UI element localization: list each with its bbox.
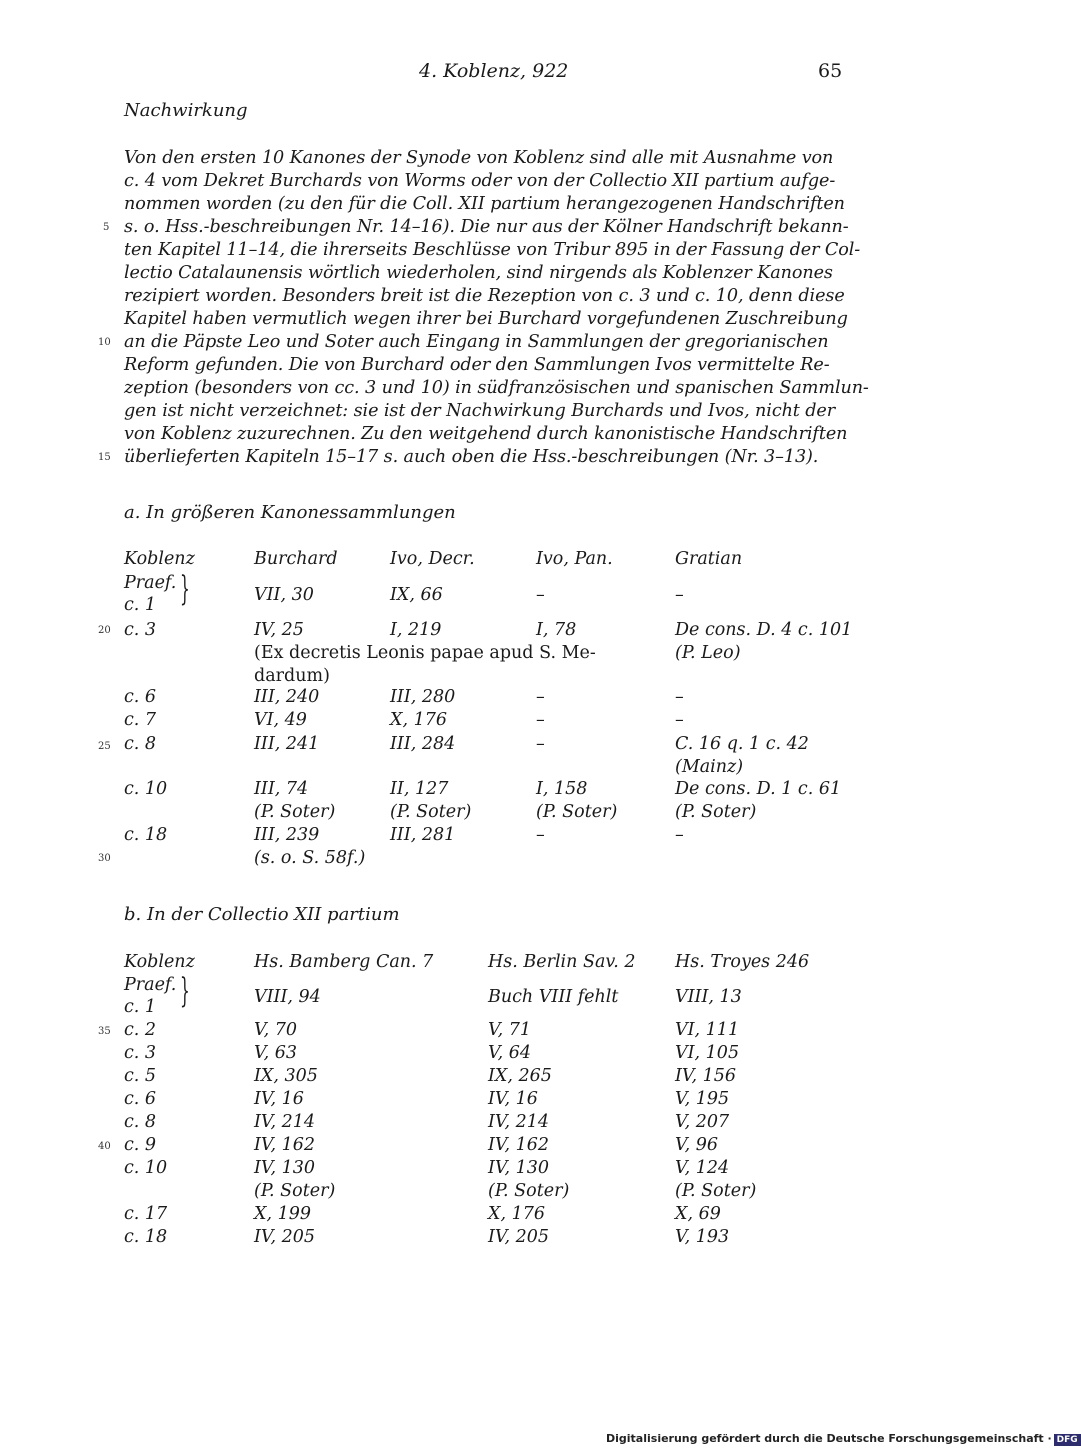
table-cell-note: (P. Soter) <box>390 802 472 822</box>
table-cell: IV, 16 <box>488 1089 538 1109</box>
table-cell: c. 1 <box>124 595 157 615</box>
table-cell: III, 239 <box>254 825 320 845</box>
table-cell: IV, 130 <box>254 1158 316 1178</box>
table-cell: c. 1 <box>124 997 157 1017</box>
table-cell-note: (P. Leo) <box>675 643 741 663</box>
table-cell: IV, 130 <box>488 1158 550 1178</box>
body-line: überlieferten Kapiteln 15–17 s. auch oben die Hss.-beschreibungen (Nr. 3–13). <box>124 447 819 467</box>
table-cell: IX, 66 <box>390 585 443 605</box>
line-number: 25 <box>98 741 111 752</box>
table-cell: V, 207 <box>675 1112 730 1132</box>
table-cell: X, 199 <box>254 1204 311 1224</box>
table-cell: c. 18 <box>124 825 168 845</box>
column-header: Hs. Troyes 246 <box>675 952 810 972</box>
table-cell: c. 3 <box>124 1043 157 1063</box>
table-cell: c. 3 <box>124 620 157 640</box>
table-cell: Praef. <box>124 975 177 995</box>
table-cell: VII, 30 <box>254 585 314 605</box>
table-cell: I, 219 <box>390 620 442 640</box>
line-number: 30 <box>98 853 111 864</box>
table-cell: IV, 156 <box>675 1066 737 1086</box>
table-cell: IV, 16 <box>254 1089 304 1109</box>
table-cell: – <box>536 734 545 754</box>
table-cell: VI, 111 <box>675 1020 740 1040</box>
table-cell: IV, 205 <box>488 1227 550 1247</box>
column-header: Gratian <box>675 549 743 569</box>
table-cell: VI, 49 <box>254 710 307 730</box>
body-line: an die Päpste Leo und Soter auch Eingang in Sammlungen der gregorianischen <box>124 332 829 352</box>
table-cell: c. 8 <box>124 1112 157 1132</box>
table-cell-note: (s. o. S. 58f.) <box>254 848 366 868</box>
table-cell: IX, 305 <box>254 1066 318 1086</box>
table-cell: c. 18 <box>124 1227 168 1247</box>
table-cell: IV, 162 <box>488 1135 550 1155</box>
table-cell: V, 70 <box>254 1020 297 1040</box>
table-cell: IV, 25 <box>254 620 304 640</box>
table-b-title: b. In der Collectio XII partium <box>124 904 400 925</box>
table-cell: V, 195 <box>675 1089 730 1109</box>
column-header: Ivo, Pan. <box>536 549 613 569</box>
table-cell: III, 281 <box>390 825 456 845</box>
brace-icon: } <box>180 971 190 1011</box>
table-cell: c. 6 <box>124 687 157 707</box>
table-cell: c. 17 <box>124 1204 168 1224</box>
table-cell: c. 6 <box>124 1089 157 1109</box>
table-cell: V, 63 <box>254 1043 297 1063</box>
dfg-logo-icon: DFG <box>1054 1434 1081 1446</box>
table-cell: – <box>536 585 545 605</box>
column-header: Hs. Berlin Sav. 2 <box>488 952 636 972</box>
table-cell: Praef. <box>124 573 177 593</box>
table-cell: V, 64 <box>488 1043 531 1063</box>
table-cell: Buch VIII fehlt <box>488 987 619 1007</box>
line-number: 10 <box>98 337 111 348</box>
body-line: rezipiert worden. Besonders breit ist die Rezeption von c. 3 und c. 10, denn diese <box>124 286 845 306</box>
body-line: c. 4 vom Dekret Burchards von Worms oder von der Collectio XII partium aufge- <box>124 171 836 191</box>
line-number: 15 <box>98 452 111 463</box>
table-cell: I, 78 <box>536 620 577 640</box>
body-line: ten Kapitel 11–14, die ihrerseits Beschlüsse von Tribur 895 in der Fassung der Col- <box>124 240 861 260</box>
table-cell-note: (P. Soter) <box>488 1181 570 1201</box>
table-cell: c. 2 <box>124 1020 157 1040</box>
column-header: Hs. Bamberg Can. 7 <box>254 952 434 972</box>
body-line: lectio Catalaunensis wörtlich wiederholen, sind nirgends als Koblenzer Kanones <box>124 263 833 283</box>
table-cell: c. 9 <box>124 1135 157 1155</box>
line-number: 40 <box>98 1141 111 1152</box>
table-cell: De cons. D. 4 c. 101 <box>675 620 853 640</box>
table-cell: X, 176 <box>390 710 447 730</box>
table-cell: – <box>675 710 684 730</box>
table-cell: X, 176 <box>488 1204 545 1224</box>
column-header: Ivo, Decr. <box>390 549 475 569</box>
table-cell: IV, 162 <box>254 1135 316 1155</box>
table-cell-note: dardum) <box>254 666 330 686</box>
body-line: Reform gefunden. Die von Burchard oder den Sammlungen Ivos vermittelte Re- <box>124 355 830 375</box>
table-cell-note: (Ex decretis Leonis papae apud S. Me- <box>254 643 596 663</box>
table-a-title: a. In größeren Kanonessammlungen <box>124 502 456 523</box>
table-cell: – <box>675 825 684 845</box>
table-cell: V, 193 <box>675 1227 730 1247</box>
table-cell: V, 71 <box>488 1020 531 1040</box>
column-header: Koblenz <box>124 952 195 972</box>
table-cell: III, 241 <box>254 734 320 754</box>
line-number: 5 <box>103 222 110 233</box>
line-number: 20 <box>98 625 111 636</box>
table-cell: III, 284 <box>390 734 456 754</box>
body-line: Kapitel haben vermutlich wegen ihrer bei Burchard vorgefundenen Zuschreibung <box>124 309 848 329</box>
body-line: nommen worden (zu den für die Coll. XII partium herangezogenen Handschriften <box>124 194 845 214</box>
table-cell: VI, 105 <box>675 1043 740 1063</box>
table-cell: – <box>536 710 545 730</box>
table-cell: c. 7 <box>124 710 157 730</box>
table-cell-note: (P. Soter) <box>254 802 336 822</box>
table-cell: c. 10 <box>124 1158 168 1178</box>
column-header: Koblenz <box>124 549 195 569</box>
table-cell: – <box>675 687 684 707</box>
table-cell: I, 158 <box>536 779 588 799</box>
table-cell: C. 16 q. 1 c. 42 <box>675 734 809 754</box>
table-cell-note: (P. Soter) <box>536 802 618 822</box>
table-cell: III, 280 <box>390 687 456 707</box>
brace-icon: } <box>180 569 190 609</box>
column-header: Burchard <box>254 549 338 569</box>
footer-credit <box>606 1432 1081 1446</box>
table-cell: III, 240 <box>254 687 320 707</box>
table-cell: IV, 214 <box>254 1112 316 1132</box>
table-cell: – <box>536 825 545 845</box>
table-cell: IX, 265 <box>488 1066 552 1086</box>
table-cell-note: (P. Soter) <box>675 1181 757 1201</box>
table-cell: – <box>536 687 545 707</box>
table-cell: V, 124 <box>675 1158 730 1178</box>
table-cell: c. 10 <box>124 779 168 799</box>
table-cell: De cons. D. 1 c. 61 <box>675 779 842 799</box>
table-cell: II, 127 <box>390 779 449 799</box>
table-cell-note: (P. Soter) <box>675 802 757 822</box>
table-cell: VIII, 94 <box>254 987 321 1007</box>
body-line: zeption (besonders von cc. 3 und 10) in südfranzösischen und spanischen Sammlun- <box>124 378 869 398</box>
table-cell: III, 74 <box>254 779 309 799</box>
table-cell: IV, 214 <box>488 1112 550 1132</box>
table-cell: c. 8 <box>124 734 157 754</box>
table-cell-note: (Mainz) <box>675 757 744 777</box>
footer-text: Digitalisierung gefördert durch die Deutsche Forschungsgemeinschaft · <box>606 1432 1052 1445</box>
body-line: gen ist nicht verzeichnet: sie ist der Nachwirkung Burchards und Ivos, nicht der <box>124 401 836 421</box>
page-number: 65 <box>818 60 843 82</box>
table-cell: VIII, 13 <box>675 987 742 1007</box>
table-cell: X, 69 <box>675 1204 721 1224</box>
body-line: s. o. Hss.-beschreibungen Nr. 14–16). Die nur aus der Kölner Handschrift bekann- <box>124 217 849 237</box>
body-line: Von den ersten 10 Kanones der Synode von Koblenz sind alle mit Ausnahme von <box>124 148 834 168</box>
table-cell-note: (P. Soter) <box>254 1181 336 1201</box>
body-line: von Koblenz zuzurechnen. Zu den weitgehend durch kanonistische Handschriften <box>124 424 848 444</box>
table-cell: – <box>675 585 684 605</box>
line-number: 35 <box>98 1026 111 1037</box>
section-title: Nachwirkung <box>124 100 248 121</box>
table-cell: c. 5 <box>124 1066 157 1086</box>
table-cell: V, 96 <box>675 1135 718 1155</box>
table-cell: IV, 205 <box>254 1227 316 1247</box>
running-title: 4. Koblenz, 922 <box>419 60 569 82</box>
